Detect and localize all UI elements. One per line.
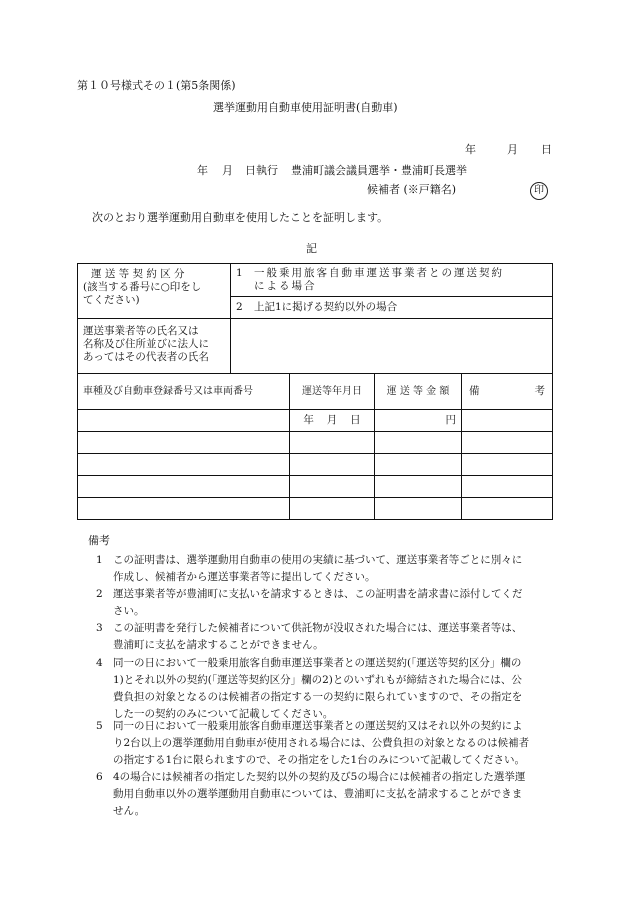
note-number: 6 — [96, 771, 103, 783]
col-amount-header: 運 送 等 金 額 — [375, 374, 462, 410]
table-row — [78, 432, 553, 454]
yen-unit: 円 — [445, 414, 456, 426]
note-line: この証明書を発行した候補者について供託物が没収された場合には、運送事業者等は、 — [113, 622, 523, 634]
contract-label-cell — [78, 264, 231, 319]
vehicle-cell[interactable] — [78, 454, 290, 476]
note-line: 運送事業者等が豊浦町に支払いを請求するときは、この証明書を請求書に添付してくだ — [113, 588, 523, 600]
note-item — [96, 552, 556, 586]
option2-text: 上記1に掲げる契約以外の場合 — [254, 301, 398, 313]
date-month: 月 — [507, 143, 518, 156]
note-item — [96, 655, 556, 723]
table-row — [78, 410, 553, 432]
contract-row-1 — [78, 264, 553, 297]
note-line: した一の契約のみについて記載してください。 — [113, 708, 334, 720]
intro-text: 次のとおり選挙運動用自動車を使用したことを証明します。 — [92, 211, 389, 224]
note-line: の指定する1台に限られますので、その指定をした1台のみについて記載してください。 — [113, 754, 525, 766]
note-body — [96, 769, 556, 820]
option2-cell[interactable] — [231, 297, 553, 319]
operator-label-line1: 運送事業者等の氏名又は — [83, 325, 199, 337]
note-line: さい。 — [113, 605, 145, 617]
note-item — [96, 586, 556, 620]
amount-cell[interactable] — [375, 432, 462, 454]
col-vehicle-header: 車種及び自動車登録番号又は車両番号 — [78, 374, 290, 410]
note-line: り2台以上の選挙運動用自動車が使用される場合には、公費負担の対象となるのは候補者 — [113, 737, 530, 749]
note-item — [96, 620, 556, 654]
note-body — [96, 718, 556, 769]
note-number: 5 — [96, 720, 103, 732]
col-remarks-header — [462, 374, 553, 410]
note-line: 動用自動車以外の選挙運動用自動車については、豊浦町に支払を請求することができま — [113, 788, 523, 800]
note-number: 4 — [96, 657, 103, 669]
election-month: 月 — [222, 164, 233, 177]
notes-heading: 備考 — [88, 534, 110, 547]
option1-text-line1: 一般乗用旅客自動車運送事業者との運送契約 — [254, 267, 504, 279]
note-line: 同一の日において一般乗用旅客自動車運送事業者との運送契約(「運送等契約区分」欄の — [113, 657, 522, 669]
election-year: 年 — [197, 164, 208, 177]
date-year: 年 — [465, 143, 476, 156]
note-body — [96, 620, 556, 654]
col-date-header: 運送等年月日 — [290, 374, 375, 410]
election-day-held: 日執行 — [245, 164, 278, 177]
table-row — [78, 454, 553, 476]
vehicle-cell[interactable] — [78, 498, 290, 520]
note-line: この証明書は、選挙運動用自動車の使用の実績に基づいて、運送事業者等ごとに別々に — [113, 554, 523, 566]
amount-cell[interactable] — [375, 476, 462, 498]
note-line: 1)とそれ以外の契約(「運送等契約区分」欄の2)とのいずれもが締結された場合には、公 — [113, 674, 522, 686]
contract-label-line1: 運 送 等 契 約 区 分 — [91, 268, 185, 280]
remarks-cell[interactable] — [462, 454, 553, 476]
vehicle-cell[interactable] — [78, 476, 290, 498]
note-line: せん。 — [113, 805, 146, 817]
election-name: 豊浦町議会議員選挙・豊浦町長選挙 — [291, 164, 467, 177]
option1-cell[interactable] — [231, 264, 553, 297]
operator-row — [78, 319, 553, 374]
row-day: 日 — [350, 414, 361, 426]
remarks-cell[interactable] — [462, 432, 553, 454]
remarks-cell[interactable] — [462, 410, 553, 432]
option2-number: 2 — [236, 301, 243, 313]
contract-label-line2: (該当する番号に○印をし — [83, 281, 202, 293]
date-cell[interactable] — [290, 476, 375, 498]
date-day: 日 — [541, 143, 552, 156]
form-number: 第１０号様式その１(第5条関係) — [77, 79, 236, 92]
operator-label-cell — [78, 319, 231, 374]
operator-input-cell[interactable] — [231, 319, 553, 374]
certificate-table — [77, 263, 553, 520]
seal-mark: 印 — [530, 182, 548, 200]
operator-label-line2: 名称及び住所並びに法人に — [83, 338, 209, 350]
note-item — [96, 769, 556, 820]
ki-heading: 記 — [306, 242, 317, 255]
note-body — [96, 655, 556, 723]
note-number: 3 — [96, 622, 103, 634]
col-remarks-a: 備 — [469, 385, 480, 397]
operator-label-line3: あってはその代表者の氏名 — [83, 351, 209, 363]
vehicle-cell[interactable] — [78, 432, 290, 454]
candidate-label: 候補者 (※戸籍名) — [367, 183, 457, 196]
note-number: 2 — [96, 588, 103, 600]
note-body — [96, 586, 556, 620]
document-title: 選挙運動用自動車使用証明書(自動車) — [213, 101, 398, 114]
note-line: 4の場合には候補者の指定した契約以外の契約及び5の場合には候補者の指定した選挙運 — [113, 771, 526, 783]
remarks-cell[interactable] — [462, 476, 553, 498]
option1-number: 1 — [236, 267, 243, 279]
row-month: 月 — [326, 414, 338, 426]
vehicle-cell[interactable] — [78, 410, 290, 432]
col-remarks-b: 考 — [534, 385, 545, 397]
table-row — [78, 476, 553, 498]
note-line: 費負担の対象となるのは候補者の指定する一の契約に限られていますので、その指定を — [113, 691, 523, 703]
note-line: 作成し、候補者から運送事業者等に提出してください。 — [113, 571, 376, 583]
remarks-cell[interactable] — [462, 498, 553, 520]
table-row — [78, 498, 553, 520]
column-header-row — [78, 374, 553, 410]
contract-label-line3: てください) — [83, 294, 140, 306]
date-cell[interactable] — [290, 410, 375, 432]
date-cell[interactable] — [290, 432, 375, 454]
note-item — [96, 718, 556, 769]
note-body — [96, 552, 556, 586]
amount-cell[interactable] — [375, 454, 462, 476]
note-number: 1 — [96, 554, 103, 566]
date-cell[interactable] — [290, 454, 375, 476]
amount-cell[interactable] — [375, 410, 462, 432]
row-year: 年 — [303, 414, 314, 426]
date-cell[interactable] — [290, 498, 375, 520]
note-line: 豊浦町に支払を請求することができません。 — [113, 639, 324, 651]
note-line: 同一の日において一般乗用旅客自動車運送事業者との運送契約又はそれ以外の契約によ — [113, 720, 523, 732]
option1-text-line2: による場合 — [254, 280, 317, 292]
amount-cell[interactable] — [375, 498, 462, 520]
